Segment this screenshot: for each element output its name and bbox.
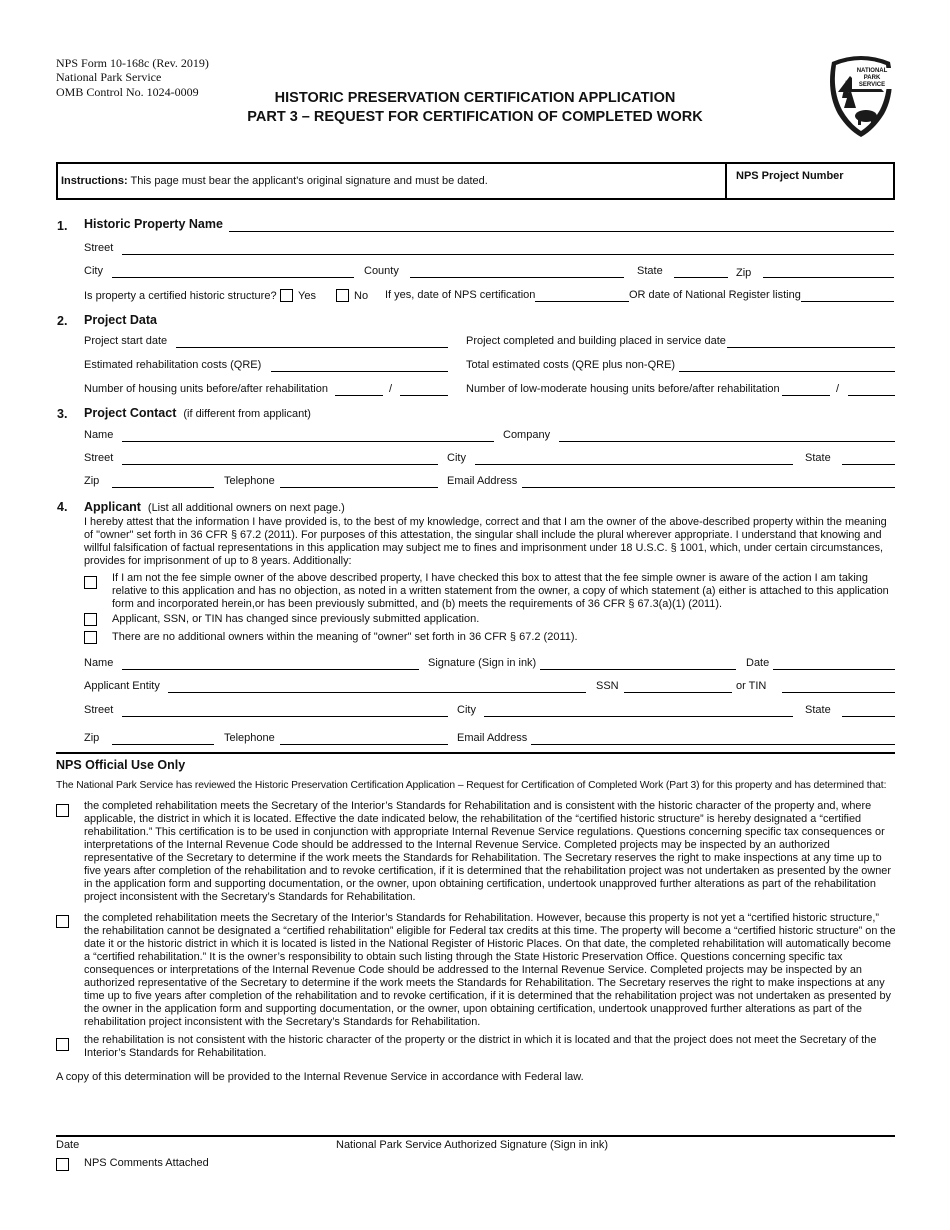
applicant-tin-label: or TIN [736,680,767,692]
contact-zip-field[interactable] [112,487,214,488]
housing-units-slash: / [389,383,393,395]
determination-option3-checkbox[interactable] [56,1038,69,1051]
project-completed-field[interactable] [727,347,895,348]
zip-field[interactable] [763,277,894,278]
nps-project-number-field[interactable] [736,184,886,196]
applicant-changed-text: Applicant, SSN, or TIN has changed since previously submitted application. [112,613,480,625]
applicant-state-label: State [805,704,831,716]
nps-project-number-label: NPS Project Number [736,170,844,182]
section4-subtitle: (List all additional owners on next page.) [147,502,345,514]
irs-copy-note: A copy of this determination will be provided to the Internal Revenue Service in accordance with Federal law. [56,1071,584,1083]
city-field[interactable] [112,277,354,278]
fee-simple-owner-text: If I am not the fee simple owner of the above described property, I have checked this box to attest that the fee simple owner is aware of the action I am taking relative to this application and has no objection, as noted in a written statement from the owner, a copy of which statement (a) either is attached to this application form and incorporated herein,or has been previously submitted, and (b) meets the requirements of 36 CFR § 67.3(a)(1) (2011). [112,572,889,610]
official-use-title: NPS Official Use Only [56,758,186,772]
total-costs-field[interactable] [679,371,895,372]
low-mod-units-slash: / [836,383,840,395]
section3-title [84,406,311,422]
applicant-ssn-field[interactable] [624,692,732,693]
applicant-ssn-label: SSN [596,680,619,692]
certified-question: Is property a certified historic structure? [84,290,277,302]
contact-telephone-label: Telephone [224,475,275,487]
applicant-telephone-label: Telephone [224,732,275,744]
section3-subtitle: (if different from applicant) [183,408,311,420]
no-additional-owners-checkbox[interactable] [84,631,97,644]
section3-title-text: Project Contact [84,406,177,420]
section2-number: 2. [57,314,68,328]
applicant-city-label: City [457,704,476,716]
contact-state-field[interactable] [842,464,895,465]
contact-street-field[interactable] [122,464,438,465]
attestation-text: I hereby attest that the information I have provided is, to the best of my knowledge, correct and that I am the owner of the above-described property within the meaning of "owner" set forth in 36 CFR § 67.2 (2011). For purposes of this attestation, the singular shall include the plural wherever appropriate. I understand that knowing and willful falsification of factual representations in this application may subject me to fines and imprisonment under 18 U.S.C. § 1001, which, under certain circumstances, provides for imprisonment of up to 8 years. Additionally: [84,516,887,567]
section1-title: Historic Property Name [84,217,223,231]
housing-units-before-field[interactable] [335,395,383,396]
state-label: State [637,265,663,277]
applicant-street-label: Street [84,704,114,716]
county-field[interactable] [410,277,624,278]
total-costs-label: Total estimated costs (QRE plus non-QRE) [466,359,676,371]
street-label: Street [84,242,114,254]
est-costs-label: Estimated rehabilitation costs (QRE) [84,359,262,371]
register-listing-date-field[interactable] [801,301,894,302]
instructions-divider [725,162,727,200]
housing-units-label: Number of housing units before/after rehabilitation [84,383,328,395]
section3-number: 3. [57,407,68,421]
instructions-label: Instructions: [61,175,128,187]
contact-company-label: Company [503,429,551,441]
section4-title [84,500,345,516]
determination-option1-text: the completed rehabilitation meets the Secretary of the Interior’s Standards for Rehabilitation and is consistent with the historic character of the property and, where applicable, the district in which it is located. Effective the date indicated below, the rehabilitation of the “certified historic structure” is hereby designated a “certified rehabilitation.” This certification is to be used in conjunction with appropriate Internal Revenue Service regulations. Questions concerning specific tax consequences or interpretations of the Internal Revenue Code should be addressed to the Internal Revenue Service. Completed projects may be inspected by an authorized representative of the Secretary to determine if the work meets the Standards for Rehabilitation. The Secretary reserves the right to make inspections at any time up to five years after completion of the rehabilitation and to revoke certification, if it is determined that the rehabilitation project was not undertaken as presented by the owner in the application form and supporting documentation, or the owner, upon obtaining certification, undertook unapproved further alterations as part of the rehabilitation project inconsistent with the Secretary’s Standards for Rehabilitation. [84,800,891,903]
applicant-changed-checkbox[interactable] [84,613,97,626]
nps-certification-date-label: If yes, date of NPS certification [385,289,536,301]
project-start-field[interactable] [176,347,448,348]
applicant-entity-field[interactable] [168,692,586,693]
low-mod-units-after-field[interactable] [848,395,895,396]
official-signature-label: National Park Service Authorized Signature (Sign in ink) [336,1139,609,1151]
agency-name: National Park Service [56,70,162,84]
property-name-field[interactable] [229,231,894,232]
zip-label: Zip [736,267,752,279]
official-use-intro: The National Park Service has reviewed the Historic Preservation Certification Application – Request for Certification of Completed Work (Part 3) for this property and has determined that: [56,780,887,791]
instructions-text [61,175,488,187]
contact-state-label: State [805,452,831,464]
street-field[interactable] [122,254,894,255]
state-field[interactable] [674,277,728,278]
applicant-name-field[interactable] [122,669,419,670]
county-label: County [364,265,399,277]
section4-number: 4. [57,500,68,514]
determination-option3-text: the rehabilitation is not consistent with the historic character of the property or the district in which it is located and that the project does not meet the Secretary of the Interior’s Standards for Rehabilitation. [84,1034,877,1059]
applicant-telephone-field[interactable] [280,744,448,745]
applicant-date-label: Date [746,657,770,669]
contact-name-label: Name [84,429,114,441]
project-completed-label: Project completed and building placed in service date [466,335,726,347]
city-label: City [84,265,103,277]
official-use-divider [56,752,895,754]
applicant-signature-label: Signature (Sign in ink) [428,657,537,669]
applicant-name-label: Name [84,657,114,669]
certified-no-checkbox[interactable] [336,289,349,302]
certified-no-label: No [354,290,369,302]
determination-option2-checkbox[interactable] [56,915,69,928]
determination-option2-text: the completed rehabilitation meets the Secretary of the Interior’s Standards for Rehabilitation. However, because this property is not yet a “certified historic structure,” the rehabilitation cannot be designated a “certified rehabilitation” eligible for Federal tax credits at this time. The property will become a “certified historic structure” on the date it or the historic district in which it is located is listed in the National Register of Historic Places. On that date, the completed rehabilitation will automatically become a “certified rehabilitation.” It is the owner’s responsibility to obtain such listing through the State Historic Preservation Office. Questions concerning specific tax consequences or interpretations of the Internal Revenue Code should be addressed to the Internal Revenue Service. Completed projects may be inspected by an authorized representative of the Secretary to determine if the work meets the Standards for Rehabilitation. The Secretary reserves the right to make inspections at any time up to five years after completion of the rehabilitation and to revoke certification, if it is determined that the rehabilitation project was not undertaken as presented by the owner in the application form and supporting documentation, or the owner, upon obtaining certification, undertook unapproved further alterations as part of the rehabilitation project inconsistent with the Secretary’s Standards for Rehabilitation. [84,912,896,1028]
applicant-tin-field[interactable] [782,692,895,693]
applicant-city-field[interactable] [484,716,793,717]
fee-simple-owner-checkbox[interactable] [84,576,97,589]
project-start-label: Project start date [84,335,168,347]
contact-city-label: City [447,452,466,464]
comments-attached-label: NPS Comments Attached [84,1157,209,1169]
contact-email-label: Email Address [447,475,518,487]
contact-street-label: Street [84,452,114,464]
form-number: NPS Form 10-168c (Rev. 2019) [56,56,209,70]
low-mod-units-before-field[interactable] [782,395,830,396]
omb-control: OMB Control No. 1024-0009 [56,85,199,99]
page-title-line2: PART 3 – REQUEST FOR CERTIFICATION OF COMPLETED WORK [247,109,703,125]
applicant-entity-label: Applicant Entity [84,680,160,692]
applicant-signature-field[interactable] [540,669,736,670]
no-additional-owners-text: There are no additional owners within the meaning of "owner" set forth in 36 CFR § 67.2 (2011). [112,631,578,643]
applicant-zip-label: Zip [84,732,100,744]
est-costs-field[interactable] [271,371,448,372]
applicant-state-field[interactable] [842,716,895,717]
page-title-line1: HISTORIC PRESERVATION CERTIFICATION APPLICATION [274,90,676,106]
contact-name-field[interactable] [122,441,494,442]
nps-arrowhead-logo [826,52,896,138]
applicant-zip-field[interactable] [112,744,214,745]
contact-city-field[interactable] [475,464,793,465]
low-mod-units-label: Number of low-moderate housing units before/after rehabilitation [466,383,780,395]
official-date-label: Date [56,1139,80,1151]
certified-yes-label: Yes [298,290,316,302]
certified-yes-checkbox[interactable] [280,289,293,302]
section2-title: Project Data [84,313,157,327]
contact-zip-label: Zip [84,475,100,487]
section1-number: 1. [57,219,68,233]
section4-title-text: Applicant [84,500,141,514]
applicant-street-field[interactable] [122,716,448,717]
comments-attached-checkbox[interactable] [56,1158,69,1171]
official-signature-line[interactable] [56,1135,895,1137]
contact-telephone-field[interactable] [280,487,438,488]
applicant-email-field[interactable] [531,744,895,745]
applicant-date-field[interactable] [773,669,895,670]
nps-certification-date-field[interactable] [535,301,629,302]
register-listing-label: OR date of National Register listing [629,289,801,301]
logo-text: NATIONAL PARK SERVICE [852,68,892,89]
instructions-body: This page must bear the applicant's original signature and must be dated. [127,175,488,187]
housing-units-after-field[interactable] [400,395,448,396]
contact-email-field[interactable] [522,487,895,488]
determination-option1-checkbox[interactable] [56,804,69,817]
applicant-email-label: Email Address [457,732,528,744]
contact-company-field[interactable] [559,441,895,442]
